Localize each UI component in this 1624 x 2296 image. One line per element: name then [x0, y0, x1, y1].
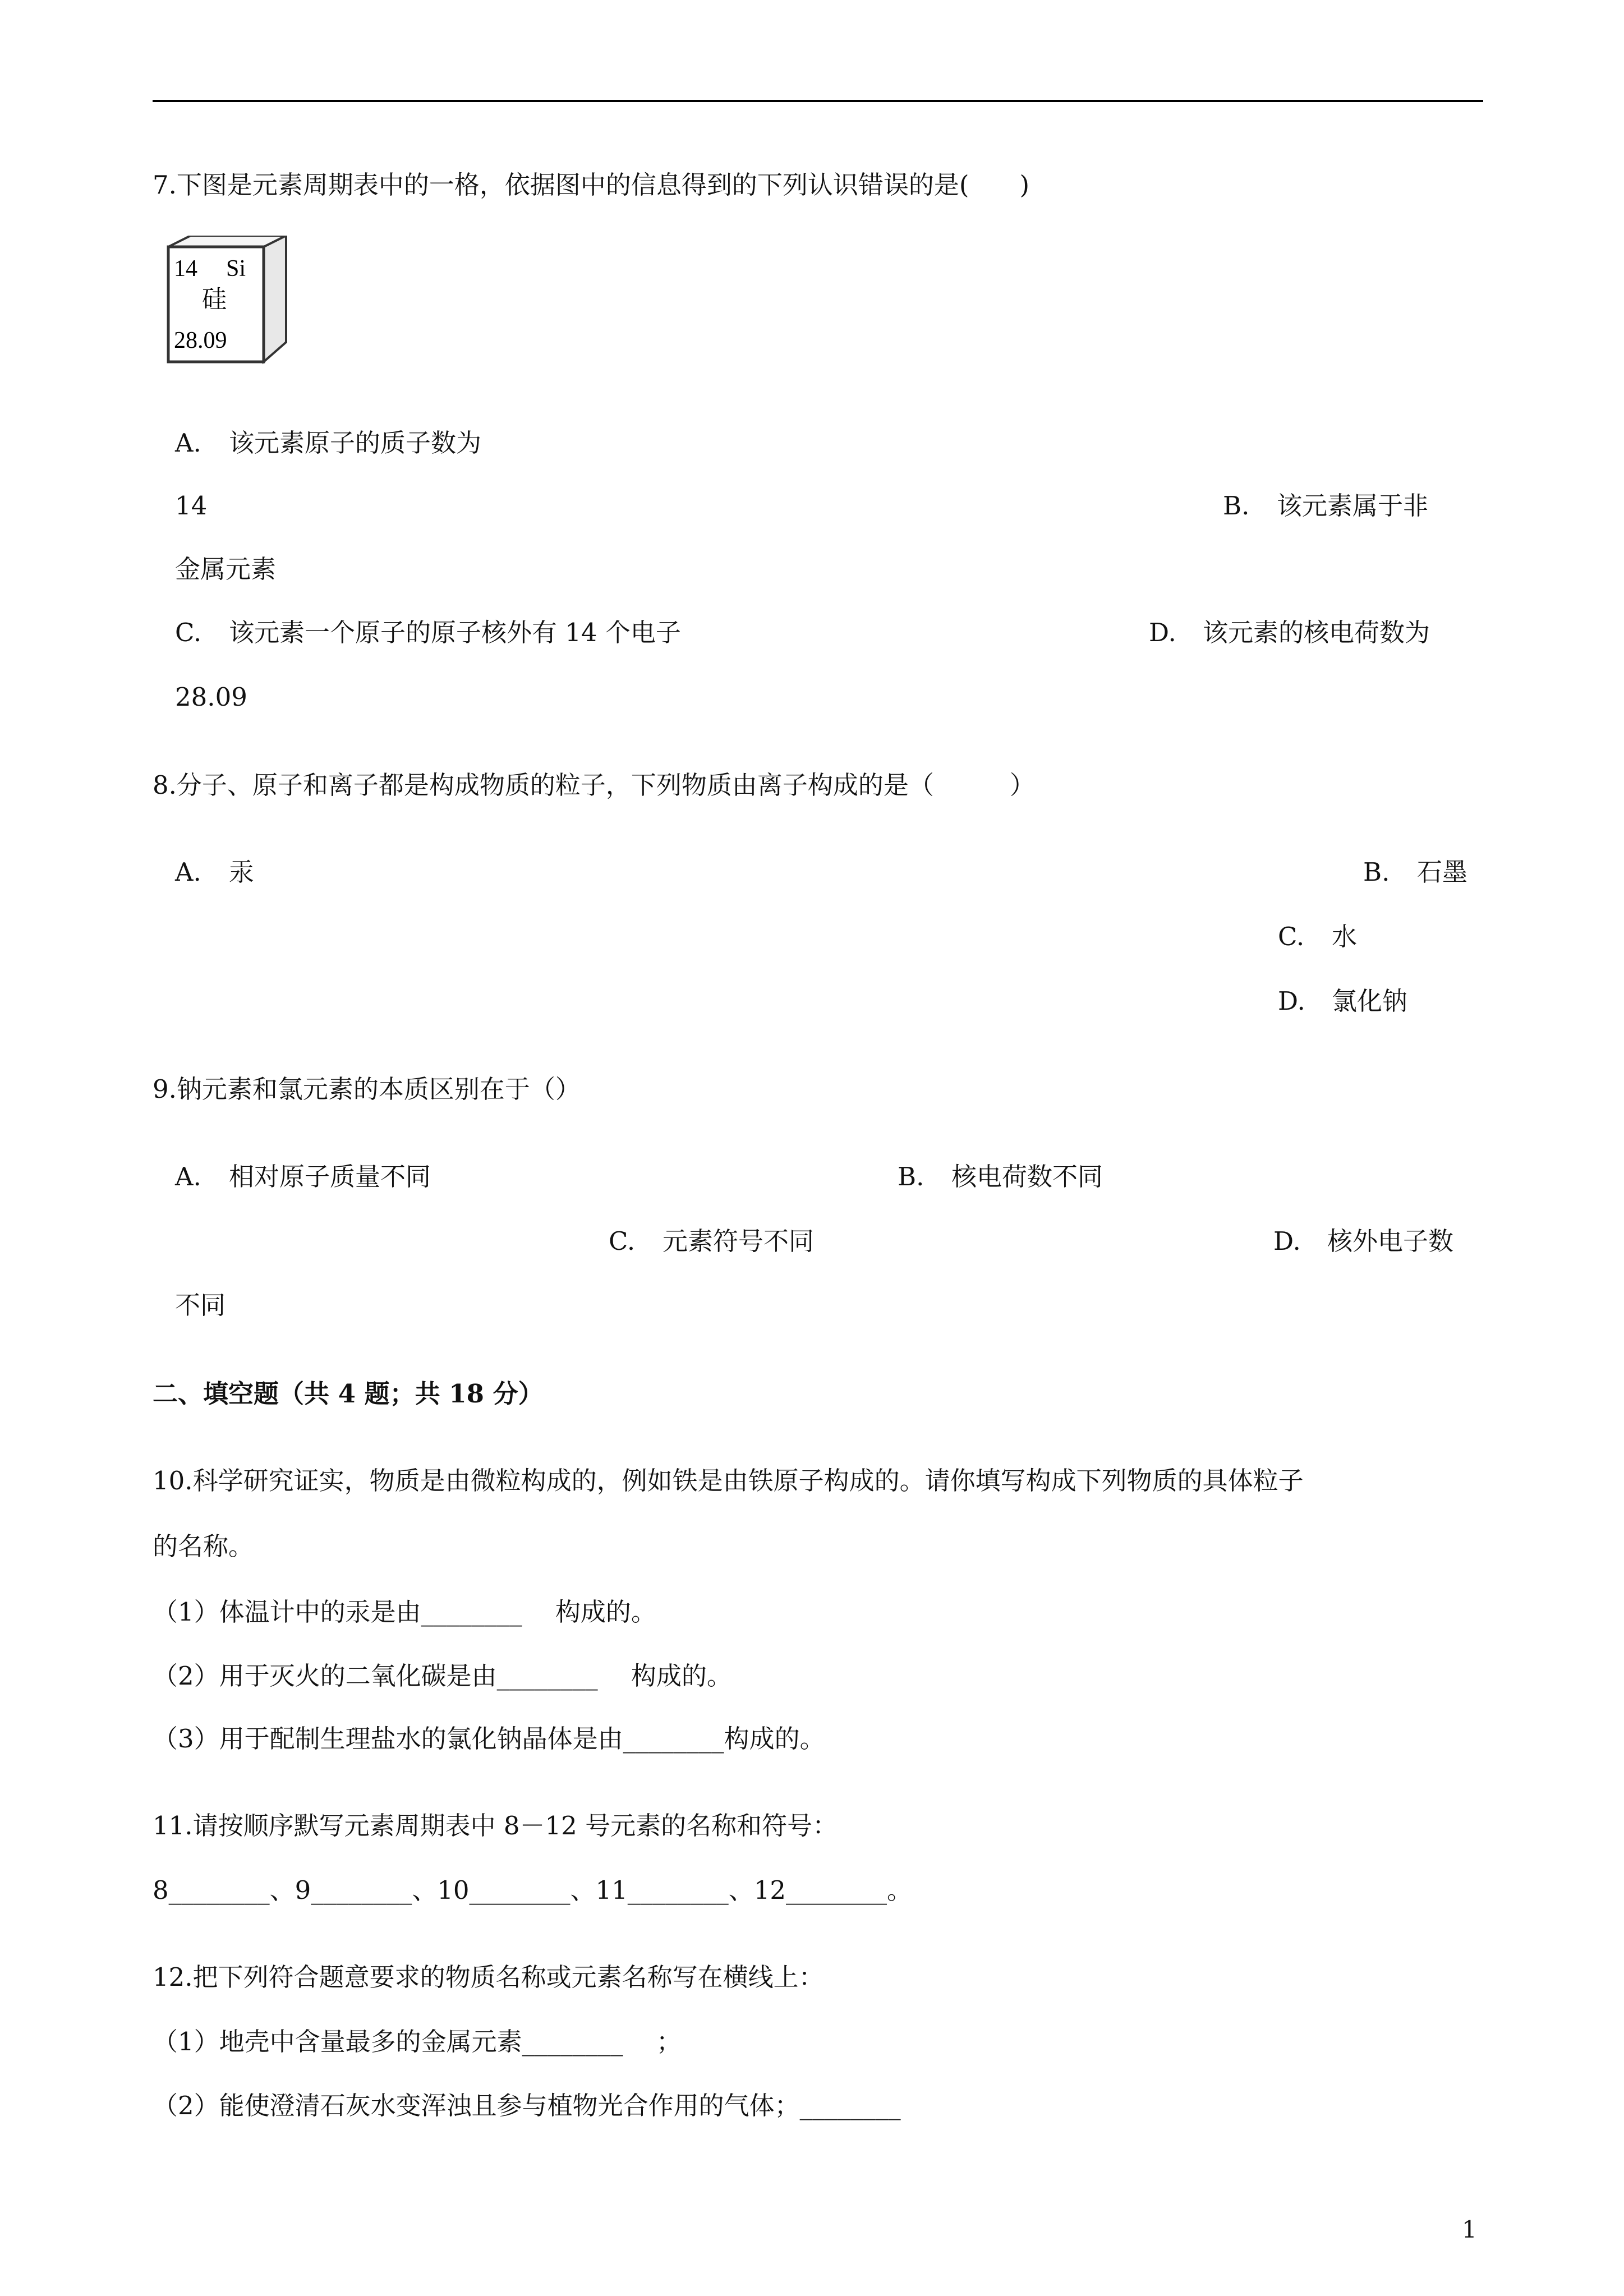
q9-option-b-text: 核电荷数不同 — [951, 1162, 1103, 1191]
q9-option-b-letter: B. — [898, 1162, 924, 1191]
section-heading: 二、填空题（共 4 题；共 18 分） — [153, 1379, 544, 1409]
q8-option-a[interactable] — [175, 855, 254, 889]
q7-option-d-cont: 28.09 — [175, 682, 247, 712]
q8-option-d-text: 氯化钠 — [1332, 986, 1408, 1016]
q12-stem: 12.把下列符合题意要求的物质名称或元素名称写在横线上： — [153, 1962, 824, 1992]
q7-option-b-cont: 金属元素 — [175, 554, 277, 584]
q7-option-c-text: 该元素一个原子的原子核外有 14 个电子 — [229, 618, 681, 647]
q7-option-b[interactable] — [1223, 489, 1428, 523]
periodic-table-tile — [160, 236, 297, 370]
q10-part-1: （1）体温计中的汞是由________ 构成的。 — [153, 1597, 656, 1627]
q9-option-d-cont: 不同 — [175, 1290, 226, 1320]
q8-option-c[interactable] — [1278, 920, 1357, 954]
q9-option-c[interactable] — [609, 1225, 814, 1258]
tile-atomic-number: 14 — [174, 256, 197, 282]
q10-part-3: （3）用于配制生理盐水的氯化钠晶体是由________构成的。 — [153, 1724, 825, 1754]
q11-answer-line: 8________、9________、10________、11________、12________。 — [153, 1875, 913, 1905]
q11-stem: 11.请按顺序默写元素周期表中 8－12 号元素的名称和符号： — [153, 1811, 838, 1841]
q8-option-b[interactable] — [1363, 855, 1467, 889]
tile-atomic-mass: 28.09 — [174, 328, 227, 353]
q9-option-d[interactable] — [1273, 1225, 1453, 1258]
page-number: 1 — [1462, 2216, 1477, 2243]
q9-option-c-letter: C. — [609, 1226, 636, 1256]
q8-option-b-letter: B. — [1363, 857, 1390, 887]
q8-option-d-letter: D. — [1278, 986, 1305, 1016]
q7-option-c[interactable] — [175, 616, 681, 650]
q9-option-c-text: 元素符号不同 — [663, 1226, 815, 1256]
q8-stem: 8.分子、原子和离子都是构成物质的粒子，下列物质由离子构成的是（ ） — [153, 770, 1035, 800]
q7-option-d[interactable] — [1149, 616, 1430, 650]
q7-option-d-text: 该元素的核电荷数为 — [1203, 618, 1430, 647]
q8-option-d[interactable] — [1278, 984, 1407, 1018]
header-rule — [153, 100, 1483, 102]
q8-option-c-letter: C. — [1278, 922, 1305, 951]
q10-part-2: （2）用于灭火的二氧化碳是由________ 构成的。 — [153, 1661, 732, 1691]
q9-stem: 9.钠元素和氯元素的本质区别在于（） — [153, 1074, 581, 1104]
q9-option-a-letter: A. — [175, 1162, 201, 1191]
q9-option-d-letter: D. — [1273, 1226, 1301, 1256]
q10-stem-cont: 的名称。 — [153, 1531, 254, 1561]
q12-part-1: （1）地壳中含量最多的金属元素________ ； — [153, 2027, 682, 2056]
q7-option-a-text: 该元素原子的质子数为 — [229, 428, 482, 458]
q7-option-b-text: 该元素属于非 — [1277, 491, 1429, 521]
q9-option-d-text: 核外电子数 — [1327, 1226, 1454, 1256]
q7-option-b-letter: B. — [1223, 491, 1250, 521]
q7-option-d-letter: D. — [1149, 618, 1176, 647]
q12-part-2: （2）能使澄清石灰水变浑浊且参与植物光合作用的气体；________ — [153, 2091, 901, 2120]
tile-element-symbol: Si — [226, 256, 246, 282]
q7-option-c-letter: C. — [175, 618, 202, 647]
q9-option-a[interactable] — [175, 1160, 431, 1194]
q10-stem: 10.科学研究证实，物质是由微粒构成的，例如铁是由铁原子构成的。请你填写构成下列物质的具体粒子 — [153, 1466, 1304, 1496]
q9-option-b[interactable] — [898, 1160, 1103, 1194]
q8-option-a-letter: A. — [175, 857, 201, 887]
q7-option-a-cont: 14 — [175, 491, 208, 521]
q8-option-a-text: 汞 — [229, 857, 255, 887]
q8-option-c-text: 水 — [1332, 922, 1358, 951]
q8-option-b-text: 石墨 — [1417, 857, 1468, 887]
q7-option-a[interactable] — [175, 426, 481, 460]
q7-option-a-letter: A. — [175, 428, 201, 458]
q9-option-a-text: 相对原子质量不同 — [229, 1162, 431, 1191]
q7-stem: 7.下图是元素周期表中的一格，依据图中的信息得到的下列认识错误的是( ) — [153, 170, 1030, 200]
tile-element-name: 硅 — [202, 285, 227, 314]
